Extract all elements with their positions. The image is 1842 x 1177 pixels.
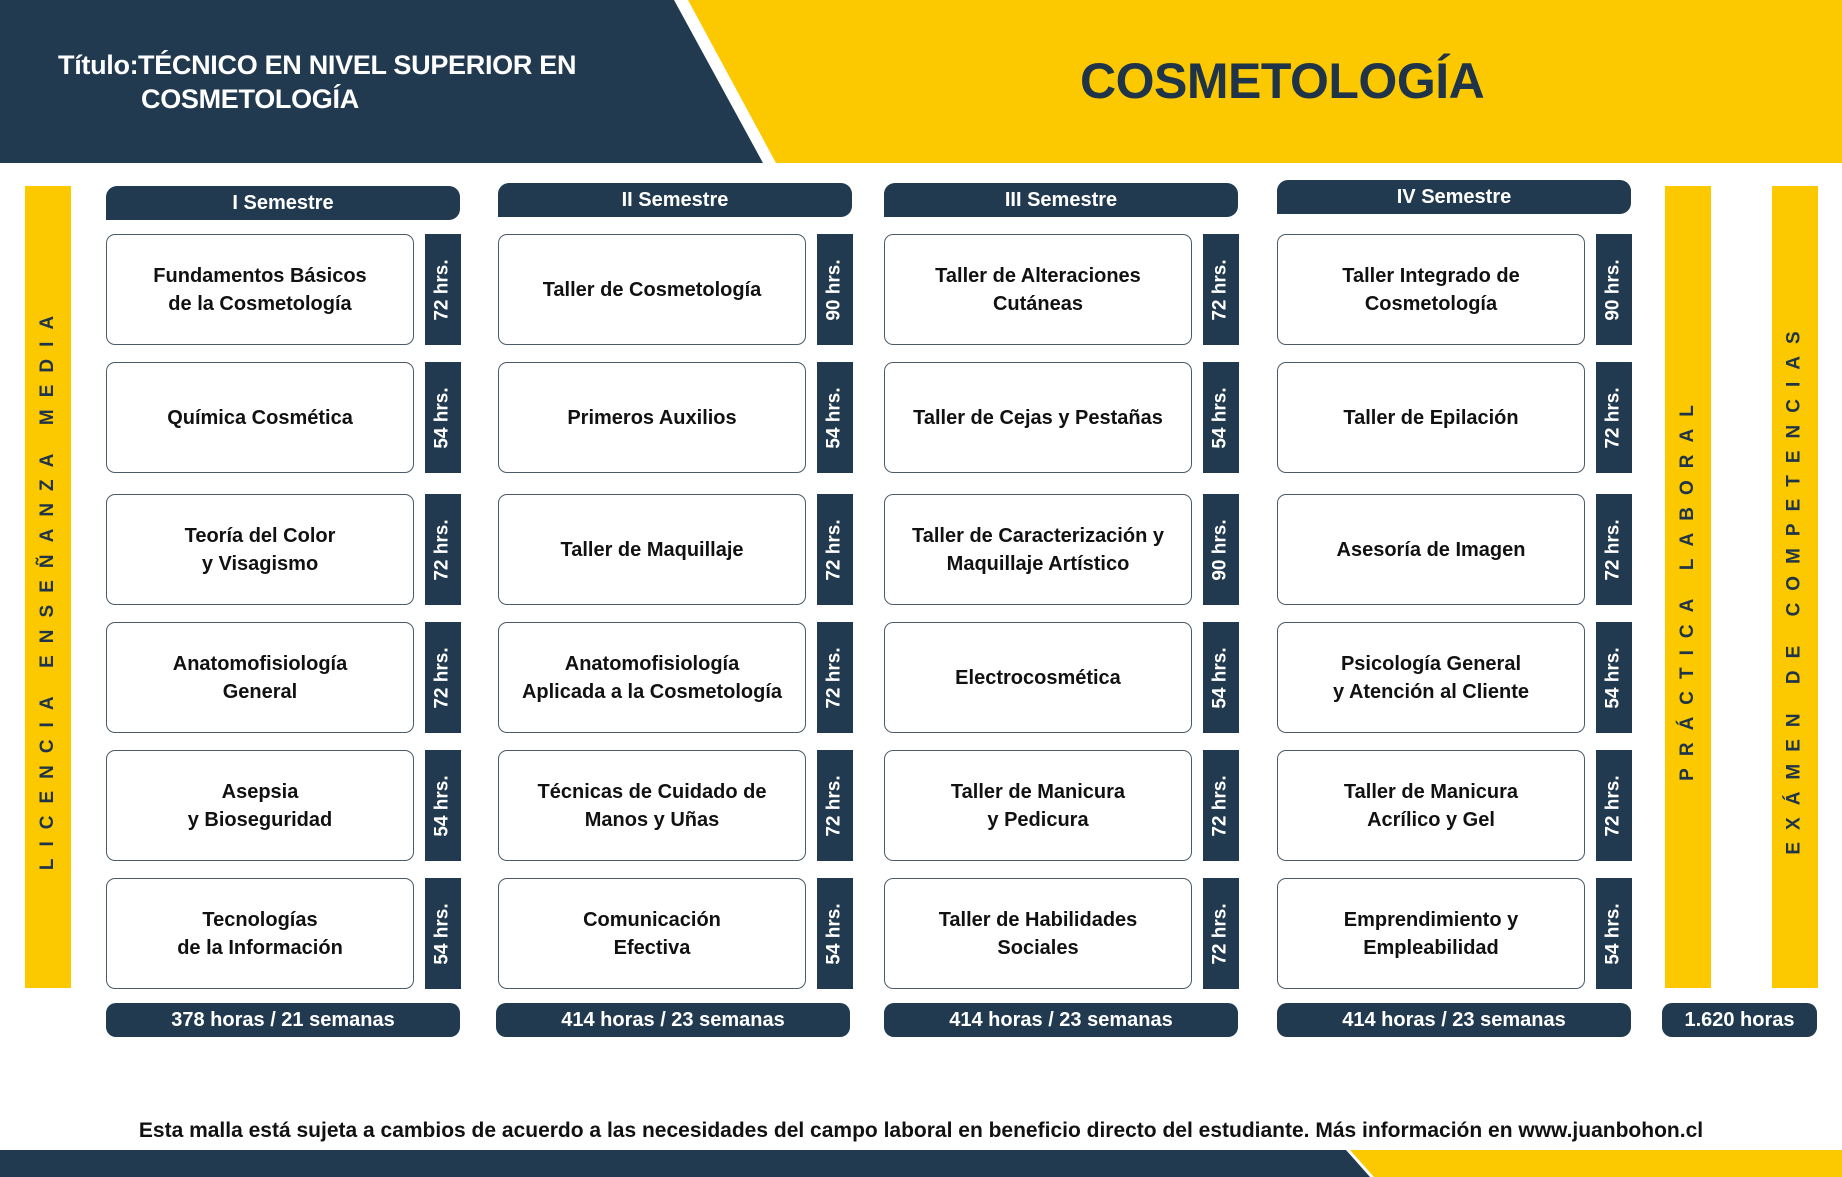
course-box: Anatomofisiología General <box>106 622 414 733</box>
course-hours-label: 90 hrs. <box>1603 258 1625 321</box>
course-box: Química Cosmética <box>106 362 414 473</box>
course-box: Primeros Auxilios <box>498 362 806 473</box>
course-hours <box>425 750 461 861</box>
course-hours-label: 72 hrs. <box>1210 258 1232 321</box>
course-box: Emprendimiento y Empleabilidad <box>1277 878 1585 989</box>
program-title <box>58 48 576 116</box>
practica-bar <box>1665 186 1711 988</box>
course-hours <box>1596 494 1632 605</box>
course-box: Taller de Alteraciones Cutáneas <box>884 234 1192 345</box>
course-hours-label: 72 hrs. <box>824 774 846 837</box>
course-box: Técnicas de Cuidado de Manos y Uñas <box>498 750 806 861</box>
course-hours <box>1203 494 1239 605</box>
practica-label: PRÁCTICA LABORAL <box>1677 393 1698 781</box>
course-box: Psicología General y Atención al Cliente <box>1277 622 1585 733</box>
semester-total-4: 414 horas / 23 semanas <box>1277 1003 1631 1037</box>
course-hours-label: 54 hrs. <box>1210 386 1232 449</box>
course-hours <box>817 750 853 861</box>
semester-total-3: 414 horas / 23 semanas <box>884 1003 1238 1037</box>
course-hours-label: 90 hrs. <box>1210 518 1232 581</box>
course-hours-label: 54 hrs. <box>432 902 454 965</box>
course-hours <box>425 362 461 473</box>
course-hours-label: 72 hrs. <box>824 646 846 709</box>
course-hours <box>1203 234 1239 345</box>
course-hours <box>817 494 853 605</box>
course-hours <box>425 622 461 733</box>
course-box: Tecnologías de la Información <box>106 878 414 989</box>
course-hours <box>817 622 853 733</box>
course-hours <box>425 494 461 605</box>
course-hours-label: 72 hrs. <box>1210 774 1232 837</box>
course-hours <box>1596 234 1632 345</box>
course-hours <box>1596 750 1632 861</box>
course-box: Taller de Cejas y Pestañas <box>884 362 1192 473</box>
course-hours-label: 72 hrs. <box>1603 518 1625 581</box>
course-hours-label: 72 hrs. <box>1210 902 1232 965</box>
course-hours-label: 54 hrs. <box>1603 646 1625 709</box>
course-box: Taller de Cosmetología <box>498 234 806 345</box>
course-hours-label: 72 hrs. <box>1603 774 1625 837</box>
course-box: Taller de Manicura Acrílico y Gel <box>1277 750 1585 861</box>
course-box: Asepsia y Bioseguridad <box>106 750 414 861</box>
course-hours <box>817 362 853 473</box>
course-box: Taller de Caracterización y Maquillaje Artístico <box>884 494 1192 605</box>
semester-total-2: 414 horas / 23 semanas <box>496 1003 850 1037</box>
course-box: Asesoría de Imagen <box>1277 494 1585 605</box>
title-label: Título: <box>58 50 139 80</box>
course-hours <box>425 234 461 345</box>
course-box: Electrocosmética <box>884 622 1192 733</box>
course-box: Anatomofisiología Aplicada a la Cosmetología <box>498 622 806 733</box>
semester-total-1: 378 horas / 21 semanas <box>106 1003 460 1037</box>
course-hours-label: 54 hrs. <box>1210 646 1232 709</box>
course-box: Taller Integrado de Cosmetología <box>1277 234 1585 345</box>
semester-header-2: II Semestre <box>498 183 852 217</box>
course-hours-label: 72 hrs. <box>1603 386 1625 449</box>
semester-header-4: IV Semestre <box>1277 180 1631 214</box>
course-hours <box>1203 878 1239 989</box>
career-name: COSMETOLOGÍA <box>1080 53 1485 109</box>
course-hours <box>1203 622 1239 733</box>
course-hours <box>1596 622 1632 733</box>
course-hours-label: 72 hrs. <box>824 518 846 581</box>
practica-total: 1.620 horas <box>1662 1003 1817 1037</box>
course-box: Taller de Habilidades Sociales <box>884 878 1192 989</box>
course-hours-label: 54 hrs. <box>1603 902 1625 965</box>
course-hours <box>1596 878 1632 989</box>
course-box: Taller de Epilación <box>1277 362 1585 473</box>
licencia-label: LICENCIA ENSEÑANZA MEDIA <box>37 303 59 871</box>
course-box: Comunicación Efectiva <box>498 878 806 989</box>
licencia-bar <box>25 186 71 988</box>
examen-label: EXÁMEN DE COMPETENCIAS <box>1784 319 1805 855</box>
footer-note: Esta malla está sujeta a cambios de acuerdo a las necesidades del campo laboral en beneficio directo del estudiante. Más información en www.juanbohon.cl <box>138 1119 1704 1142</box>
course-hours-label: 54 hrs. <box>432 386 454 449</box>
course-hours-label: 72 hrs. <box>432 518 454 581</box>
course-hours <box>1203 750 1239 861</box>
course-box: Fundamentos Básicos de la Cosmetología <box>106 234 414 345</box>
semester-header-3: III Semestre <box>884 183 1238 217</box>
course-box: Taller de Maquillaje <box>498 494 806 605</box>
course-hours <box>817 234 853 345</box>
course-hours <box>817 878 853 989</box>
course-hours-label: 72 hrs. <box>432 646 454 709</box>
examen-bar <box>1772 186 1818 988</box>
semester-header-1: I Semestre <box>106 186 460 220</box>
course-hours-label: 54 hrs. <box>824 386 846 449</box>
title-line-2: COSMETOLOGÍA <box>141 84 359 114</box>
course-hours-label: 54 hrs. <box>824 902 846 965</box>
course-hours-label: 90 hrs. <box>824 258 846 321</box>
course-box: Taller de Manicura y Pedicura <box>884 750 1192 861</box>
course-box: Teoría del Color y Visagismo <box>106 494 414 605</box>
course-hours-label: 72 hrs. <box>432 258 454 321</box>
title-line-1: TÉCNICO EN NIVEL SUPERIOR EN <box>138 50 577 80</box>
course-hours <box>1596 362 1632 473</box>
footer-band <box>0 1150 1842 1177</box>
course-hours-label: 54 hrs. <box>432 774 454 837</box>
course-hours <box>425 878 461 989</box>
course-hours <box>1203 362 1239 473</box>
